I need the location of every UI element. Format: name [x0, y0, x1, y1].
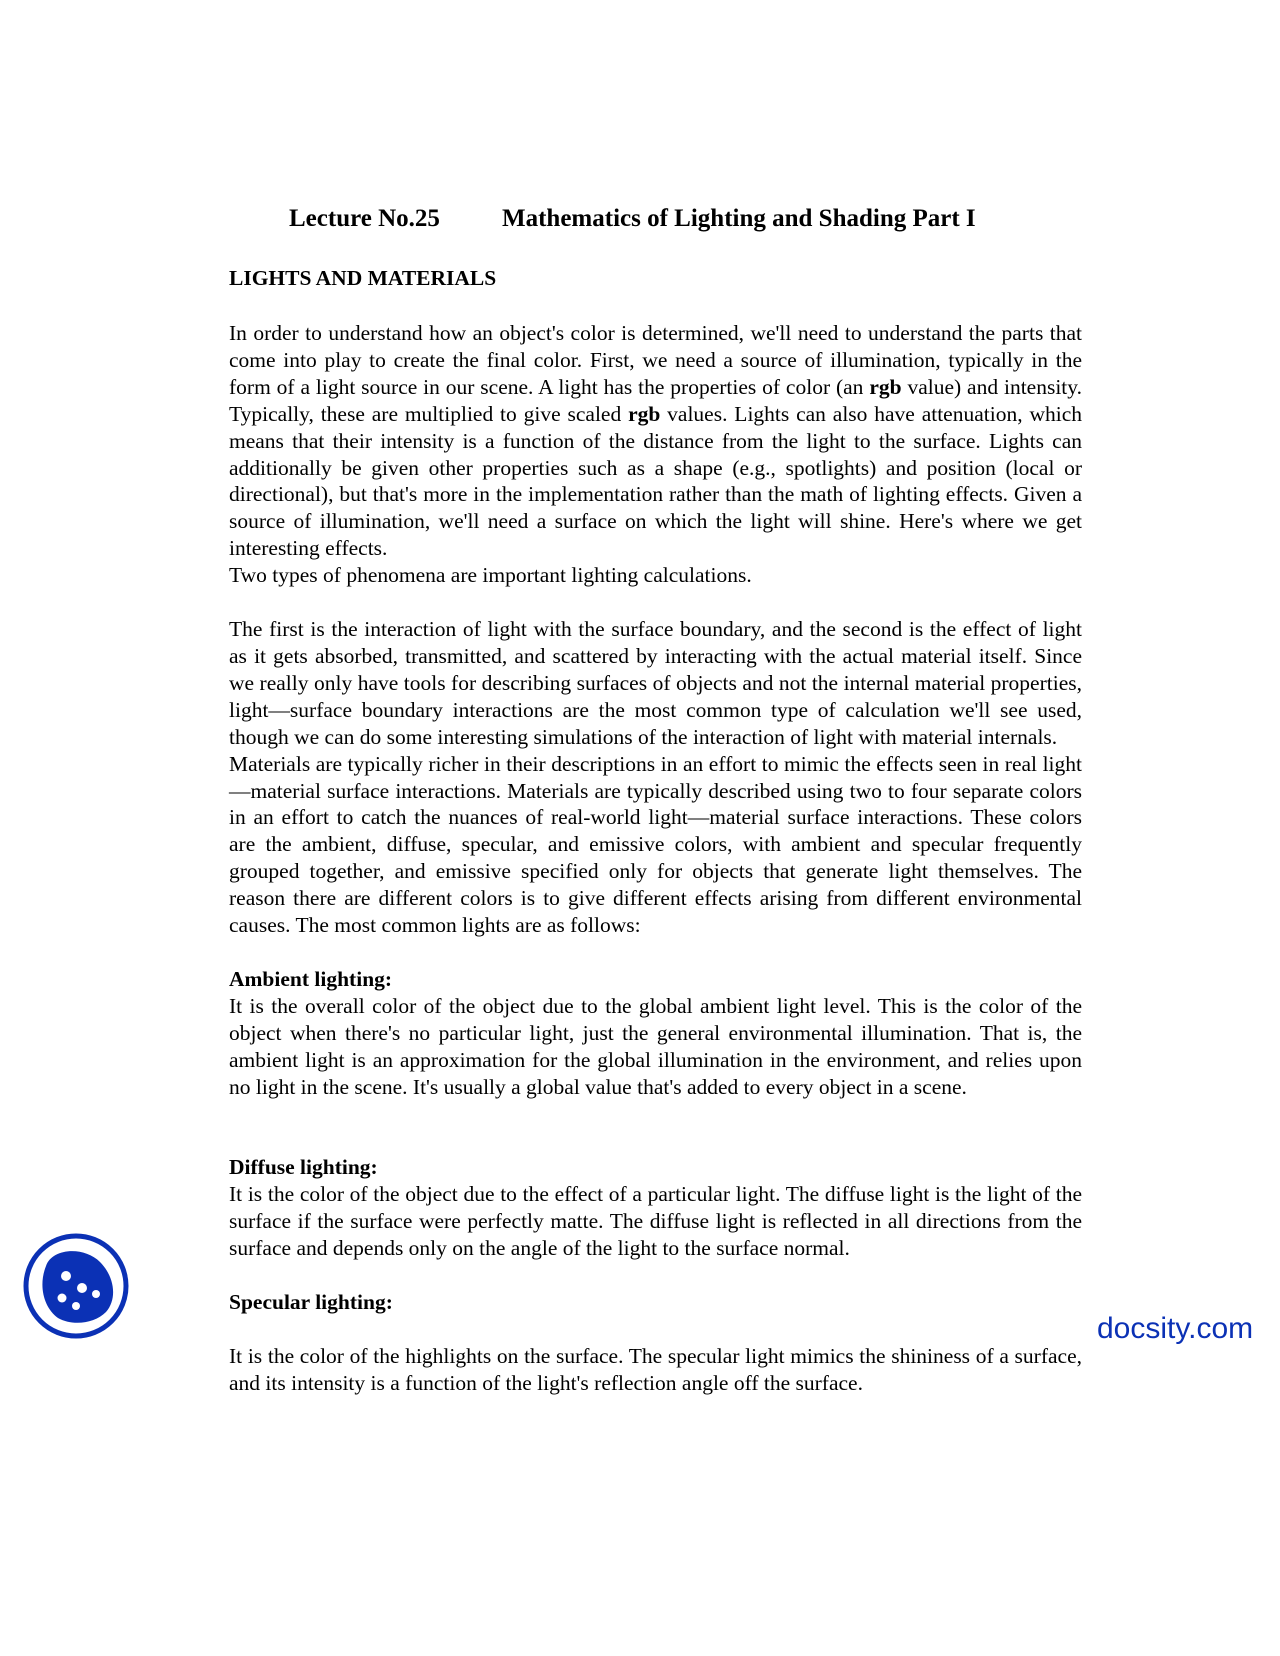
ambient-heading: Ambient lighting: — [229, 966, 393, 991]
rgb-term: rgb — [869, 374, 902, 399]
diffuse-text: It is the color of the object due to the effect of a particular light. The diffuse light is the light of the surface if the surface were perfectly matte. The diffuse light is reflected in all directions from the surface and depends only on the angle of the light to the surface normal. — [229, 1182, 1082, 1261]
docsity-watermark: docsity.com — [1097, 1312, 1254, 1345]
specular-text: It is the color of the highlights on the surface. The specular light mimics the shininess of a surface, and its intensity is a function of the light's reflection angle off the surface. — [229, 1344, 1082, 1395]
lecture-title: Mathematics of Lighting and Shading Part I — [502, 205, 976, 232]
intro-text-c: value) and intensity. Typically, these are multiplied to give scaled — [229, 374, 1083, 426]
lecture-number: Lecture No.25 — [289, 205, 440, 232]
rgb-term: rgb — [628, 401, 661, 426]
diffuse-heading: Diffuse lighting: — [229, 1155, 378, 1180]
section-heading: LIGHTS AND MATERIALS — [229, 266, 497, 290]
paragraph-phenomena: Two types of phenomena are important lighting calculations. — [229, 563, 752, 588]
document-body — [229, 262, 1082, 1397]
docsity-logo-icon — [22, 1232, 130, 1340]
ambient-text: It is the overall color of the object due to the global ambient light level. This is the color of the object when there's no particular light, just the general environmental illumination. That is, the ambient light is an approximation for the global illumination in the environment, and relies upon no light in the scene. It's usually a global value that's added to every object in a scene. — [229, 993, 1082, 1099]
paragraph-materials: Materials are typically richer in their descriptions in an effort to mimic the effects seen in real light—material surface interactions. Materials are typically described using two to four separate colors in an effort to catch the nuances of real-world light—material surface interactions. These colors are the ambient, diffuse, specular, and emissive colors, with ambient and specular frequently grouped together, and emissive specified only for objects that generate light themselves. The reason there are different colors is to give different effects arising from different environmental causes. The most common lights are as follows: — [229, 751, 1082, 938]
paragraph-intro — [229, 320, 1082, 562]
intro-text-a: In order to understand how an object's color is determined, we'll need to understand the parts that come into play to create the final color. First, we need a source of illumination, typically in the form of a light source in our scene. A light has the properties of color (an — [229, 321, 1082, 399]
specular-heading: Specular lighting: — [229, 1290, 393, 1315]
docsity-logo-icon — [22, 1232, 130, 1340]
paragraph-interaction: The first is the interaction of light with the surface boundary, and the second is the effect of light as it gets absorbed, transmitted, and scattered by interacting with the actual material itself. Since we really only have tools for describing surfaces of objects and not the internal material properties, light—surface boundary interactions are the most common type of calculation we'll see used, though we can do some interesting simulations of the interaction of light with material internals. — [229, 617, 1082, 749]
intro-text-d: values. Lights can also have attenuation, which means that their intensity is a function of the distance from the light to the surface. Lights can additionally be given other properties such as a shape (e.g., spotlights) and position (local or directional), but that's more in the implementation rather than the math of lighting effects. Given a source of illumination, we'll need a surface on which the light will shine. Here's where we get interesting effects. — [229, 401, 1082, 561]
